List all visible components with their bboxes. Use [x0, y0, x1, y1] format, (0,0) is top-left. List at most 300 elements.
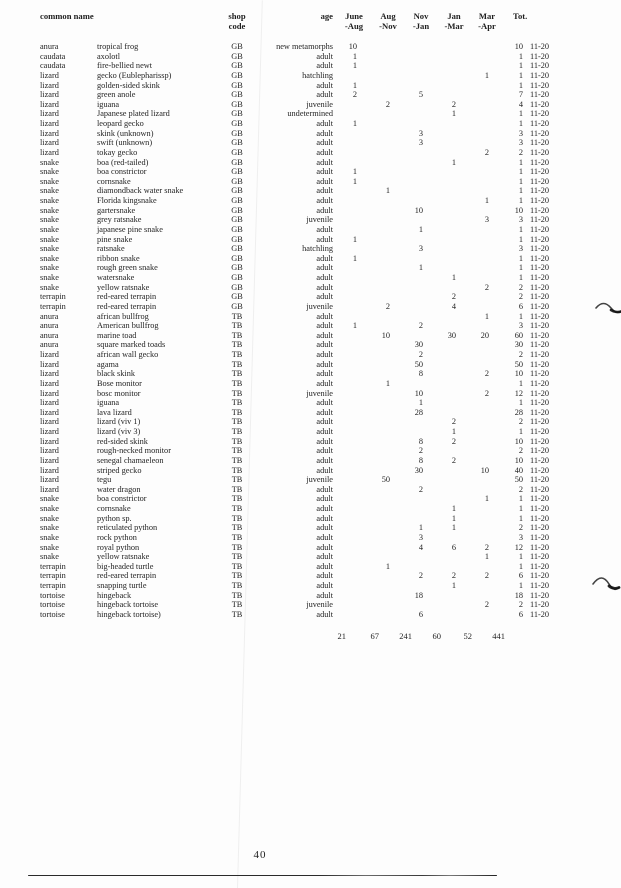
cell-age: adult [316, 128, 333, 138]
cell-common-name: boa constrictor [97, 494, 147, 504]
table-row [0, 543, 621, 553]
cell-june-aug: 1 [352, 61, 357, 71]
cell-age: juvenile [306, 301, 333, 311]
cell-common-name: leopard gecko [97, 119, 144, 128]
cell-mar-apr: 1 [484, 196, 489, 205]
cell-frequency: 11-20 [530, 359, 550, 369]
cell-june-aug: 1 [352, 119, 357, 128]
cell-group: lizard [40, 427, 59, 436]
cell-age: adult [316, 542, 333, 552]
cell-june-aug: 1 [352, 51, 357, 61]
cell-jan-mar: 2 [451, 455, 456, 465]
cell-shop-code: TB [231, 600, 243, 610]
cell-shop-code: GB [231, 42, 243, 51]
cell-frequency: 11-20 [530, 42, 550, 51]
cell-frequency: 11-20 [530, 369, 550, 379]
cell-frequency: 11-20 [530, 542, 550, 552]
cell-age: adult [316, 330, 333, 340]
cell-frequency: 11-20 [530, 205, 550, 215]
cell-frequency: 11-20 [530, 330, 550, 340]
cell-jan-mar: 4 [451, 301, 456, 311]
table-row [0, 52, 621, 62]
cell-nov-jan: 1 [418, 263, 423, 273]
cell-frequency: 11-20 [530, 186, 550, 196]
cell-frequency: 11-20 [530, 253, 550, 263]
cell-total: 10 [514, 369, 523, 379]
table-row [0, 533, 621, 543]
table-row [0, 581, 621, 591]
cell-nov-jan: 3 [418, 532, 423, 542]
cell-jan-mar: 1 [451, 273, 456, 282]
cell-group: lizard [40, 109, 59, 119]
cell-group: anura [40, 321, 59, 331]
cell-nov-jan: 1 [418, 224, 423, 234]
table-row [0, 42, 621, 52]
cell-age: adult [316, 532, 333, 542]
cell-shop-code: GB [231, 157, 243, 167]
cell-frequency: 11-20 [530, 138, 550, 148]
cell-frequency: 11-20 [530, 234, 550, 244]
cell-group: snake [40, 253, 59, 263]
cell-total: 1 [518, 398, 523, 408]
column-header-aug: Aug [380, 11, 396, 21]
cell-total: 2 [518, 417, 523, 427]
cell-age: adult [316, 609, 333, 619]
cell-frequency: 11-20 [530, 465, 550, 475]
cell-age: adult [316, 590, 333, 600]
cell-age: adult [316, 311, 333, 321]
cell-group: terrapin [40, 561, 66, 571]
cell-frequency: 11-20 [530, 398, 550, 408]
cell-common-name: senegal chamaeleon [97, 455, 164, 465]
cell-frequency: 11-20 [530, 109, 550, 119]
cell-total: 1 [518, 311, 523, 321]
cell-shop-code: GB [231, 301, 243, 311]
cell-aug-nov: 10 [381, 330, 390, 340]
table-rows [0, 42, 621, 620]
table-row [0, 437, 621, 447]
cell-common-name: rock python [97, 532, 137, 542]
handwritten-tick-mark-icon [591, 572, 621, 596]
table-row [0, 177, 621, 187]
cell-june-aug: 2 [352, 90, 357, 100]
cell-group: terrapin [40, 581, 66, 590]
cell-group: terrapin [40, 301, 66, 311]
cell-group: caudata [40, 51, 66, 61]
table-row [0, 129, 621, 139]
cell-frequency: 11-20 [530, 378, 550, 388]
column-header-aug-nov: -Nov [379, 20, 397, 31]
cell-age: adult [316, 504, 333, 513]
cell-shop-code: TB [231, 542, 243, 552]
cell-group: snake [40, 186, 59, 196]
cell-june-aug: 10 [348, 42, 357, 51]
cell-frequency: 11-20 [530, 581, 550, 590]
cell-group: lizard [40, 484, 59, 494]
cell-shop-code: GB [231, 186, 243, 196]
cell-common-name: hingeback [97, 590, 132, 600]
table-row [0, 504, 621, 514]
cell-frequency: 11-20 [530, 513, 550, 523]
cell-total: 1 [518, 80, 523, 90]
cell-june-aug: 1 [352, 80, 357, 90]
cell-nov-jan: 2 [418, 571, 423, 581]
cell-group: anura [40, 311, 59, 321]
cell-frequency: 11-20 [530, 128, 550, 138]
cell-frequency: 11-20 [530, 282, 550, 292]
cell-total: 1 [518, 167, 523, 177]
cell-shop-code: TB [231, 484, 243, 494]
cell-aug-nov: 2 [385, 99, 390, 109]
cell-shop-code: TB [231, 311, 243, 321]
cell-common-name: fire-bellied newt [97, 61, 153, 71]
cell-shop-code: GB [231, 215, 243, 225]
cell-shop-code: GB [231, 99, 243, 109]
cell-group: lizard [40, 350, 59, 359]
cell-jan-mar: 2 [451, 292, 456, 302]
cell-group: lizard [40, 436, 59, 446]
table-row [0, 138, 621, 148]
cell-shop-code: GB [231, 273, 243, 282]
cell-frequency: 11-20 [530, 388, 550, 398]
cell-nov-jan: 2 [418, 446, 423, 456]
cell-mar-apr: 1 [484, 311, 489, 321]
cell-group: lizard [40, 128, 59, 138]
cell-total: 1 [518, 109, 523, 119]
cell-age: adult [316, 369, 333, 379]
cell-common-name: tegu [97, 475, 112, 485]
table-row [0, 408, 621, 418]
column-header-code: code [228, 20, 246, 31]
cell-shop-code: TB [231, 321, 243, 331]
table-row [0, 475, 621, 485]
cell-common-name: japanese pine snake [97, 224, 163, 234]
cell-jan-mar: 6 [451, 542, 456, 552]
table-row [0, 321, 621, 331]
cell-nov-jan: 2 [418, 350, 423, 359]
cell-age: adult [316, 224, 333, 234]
cell-group: snake [40, 176, 59, 186]
cell-aug-nov: 1 [385, 186, 390, 196]
table-row [0, 591, 621, 601]
table-row [0, 244, 621, 254]
table-row [0, 71, 621, 81]
cell-shop-code: TB [231, 340, 243, 350]
cell-mar-apr: 2 [484, 369, 489, 379]
cell-mar-apr: 2 [484, 571, 489, 581]
cell-age: juvenile [306, 99, 333, 109]
cell-mar-apr: 20 [480, 330, 489, 340]
cell-aug-nov: 2 [385, 301, 390, 311]
table-row [0, 225, 621, 235]
column-header-jan-mar: -Mar [444, 20, 464, 31]
cell-total: 2 [518, 350, 523, 359]
cell-jan-mar: 30 [447, 330, 456, 340]
cell-age: new metamorphs [276, 42, 333, 51]
table-row [0, 196, 621, 206]
cell-common-name: iguana [97, 99, 120, 109]
cell-frequency: 11-20 [530, 119, 550, 128]
cell-age: adult [316, 523, 333, 533]
cell-group: snake [40, 504, 59, 513]
cell-frequency: 11-20 [530, 350, 550, 359]
cell-common-name: reticulated python [97, 523, 158, 533]
table-row [0, 571, 621, 581]
cell-frequency: 11-20 [530, 484, 550, 494]
cell-frequency: 11-20 [530, 273, 550, 282]
cell-group: lizard [40, 119, 59, 128]
cell-nov-jan: 3 [418, 244, 423, 254]
cell-age: adult [316, 494, 333, 504]
cell-age: adult [316, 138, 333, 148]
page-number: 40 [253, 849, 267, 861]
cell-age: adult [316, 147, 333, 157]
cell-shop-code: TB [231, 436, 243, 446]
cell-common-name: lava lizard [97, 407, 132, 417]
cell-frequency: 11-20 [530, 561, 550, 571]
cell-group: lizard [40, 465, 59, 475]
cell-group: anura [40, 340, 59, 350]
cell-age: adult [316, 119, 333, 128]
cell-total: 1 [518, 186, 523, 196]
table-row [0, 331, 621, 341]
cell-frequency: 11-20 [530, 475, 550, 485]
cell-common-name: striped gecko [97, 465, 142, 475]
table-row [0, 340, 621, 350]
table-row [0, 119, 621, 129]
cell-jan-mar: 2 [451, 571, 456, 581]
table-row [0, 158, 621, 168]
cell-frequency: 11-20 [530, 167, 550, 177]
cell-jan-mar: 1 [451, 504, 456, 513]
cell-common-name: cornsnake [97, 176, 131, 186]
table-row [0, 466, 621, 476]
cell-group: lizard [40, 70, 59, 80]
cell-total: 1 [518, 61, 523, 71]
cell-total: 1 [518, 253, 523, 263]
cell-age: adult [316, 80, 333, 90]
totals-row [0, 631, 621, 643]
cell-nov-jan: 30 [414, 340, 423, 350]
cell-nov-jan: 8 [418, 436, 423, 446]
cell-age: adult [316, 407, 333, 417]
cell-nov-jan: 8 [418, 369, 423, 379]
cell-june-aug: 1 [352, 234, 357, 244]
cell-frequency: 11-20 [530, 600, 550, 610]
cell-nov-jan: 2 [418, 321, 423, 331]
cell-total: 1 [518, 224, 523, 234]
cell-age: hatchling [302, 70, 333, 80]
cell-group: lizard [40, 446, 59, 456]
table-row [0, 446, 621, 456]
cell-frequency: 11-20 [530, 590, 550, 600]
cell-age: adult [316, 292, 333, 302]
cell-group: lizard [40, 475, 59, 485]
cell-frequency: 11-20 [530, 311, 550, 321]
table-row [0, 562, 621, 572]
cell-shop-code: GB [231, 196, 243, 205]
cell-mar-apr: 2 [484, 542, 489, 552]
table-row [0, 90, 621, 100]
cell-age: adult [316, 436, 333, 446]
cell-total: 60 [514, 330, 523, 340]
column-header-june: June [345, 11, 363, 21]
grand-total: 441 [492, 631, 505, 641]
cell-shop-code: TB [231, 427, 243, 436]
cell-total: 12 [514, 542, 523, 552]
table-row [0, 398, 621, 408]
cell-total: 1 [518, 176, 523, 186]
cell-group: caudata [40, 61, 66, 71]
cell-total: 1 [518, 504, 523, 513]
cell-nov-jan: 5 [418, 90, 423, 100]
cell-shop-code: GB [231, 119, 243, 128]
cell-jan-mar: 1 [451, 157, 456, 167]
cell-shop-code: TB [231, 532, 243, 542]
cell-jan-mar: 1 [451, 427, 456, 436]
cell-age: adult [316, 455, 333, 465]
cell-total: 1 [518, 119, 523, 128]
table-row [0, 494, 621, 504]
cell-common-name: iguana [97, 398, 120, 408]
cell-group: snake [40, 263, 59, 273]
cell-group: lizard [40, 455, 59, 465]
table-row [0, 148, 621, 158]
cell-common-name: bosc monitor [97, 388, 141, 398]
cell-group: snake [40, 282, 59, 292]
cell-total: 2 [518, 147, 523, 157]
cell-group: snake [40, 157, 59, 167]
cell-shop-code: TB [231, 504, 243, 513]
cell-common-name: watersnake [97, 273, 135, 282]
cell-frequency: 11-20 [530, 523, 550, 533]
cell-group: lizard [40, 90, 59, 100]
table-row [0, 523, 621, 533]
cell-shop-code: GB [231, 282, 243, 292]
cell-frequency: 11-20 [530, 417, 550, 427]
cell-nov-jan: 4 [418, 542, 423, 552]
cell-shop-code: TB [231, 417, 243, 427]
cell-frequency: 11-20 [530, 340, 550, 350]
cell-age: juvenile [306, 215, 333, 225]
cell-nov-jan: 1 [418, 398, 423, 408]
cell-total: 10 [514, 205, 523, 215]
column-header-nov-jan: -Jan [412, 20, 430, 31]
cell-total: 1 [518, 196, 523, 205]
cell-common-name: african bullfrog [97, 311, 149, 321]
cell-frequency: 11-20 [530, 224, 550, 234]
cell-common-name: hingeback tortoise) [97, 609, 161, 619]
cell-group: tortoise [40, 600, 65, 610]
cell-frequency: 11-20 [530, 301, 550, 311]
cell-common-name: swift (unknown) [97, 138, 153, 148]
cell-age: adult [316, 253, 333, 263]
cell-mar-apr: 1 [484, 70, 489, 80]
cell-shop-code: TB [231, 494, 243, 504]
cell-jan-mar: 1 [451, 523, 456, 533]
total-nov-jan: 241 [399, 631, 412, 641]
cell-shop-code: TB [231, 465, 243, 475]
cell-mar-apr: 1 [484, 552, 489, 562]
cell-total: 1 [518, 378, 523, 388]
table-row [0, 552, 621, 562]
cell-total: 3 [518, 128, 523, 138]
cell-frequency: 11-20 [530, 90, 550, 100]
cell-frequency: 11-20 [530, 321, 550, 331]
cell-common-name: grey ratsnake [97, 215, 142, 225]
cell-frequency: 11-20 [530, 504, 550, 513]
cell-common-name: big-headed turtle [97, 561, 154, 571]
cell-common-name: ribbon snake [97, 253, 140, 263]
table-row [0, 292, 621, 302]
table-row [0, 360, 621, 370]
cell-shop-code: GB [231, 109, 243, 119]
cell-shop-code: TB [231, 407, 243, 417]
column-header-common-name: common name [40, 11, 94, 21]
cell-frequency: 11-20 [530, 292, 550, 302]
column-header-mar-apr: -Apr [478, 20, 496, 31]
cell-common-name: Florida kingsnake [97, 196, 157, 205]
column-header-mar: Mar [478, 11, 496, 21]
cell-nov-jan: 3 [418, 128, 423, 138]
table-row [0, 61, 621, 71]
cell-total: 1 [518, 494, 523, 504]
cell-total: 2 [518, 600, 523, 610]
total-aug-nov: 67 [370, 631, 379, 641]
cell-shop-code: TB [231, 475, 243, 485]
cell-group: lizard [40, 138, 59, 148]
cell-frequency: 11-20 [530, 494, 550, 504]
cell-total: 3 [518, 215, 523, 225]
cell-frequency: 11-20 [530, 455, 550, 465]
table-row [0, 485, 621, 495]
cell-age: adult [316, 61, 333, 71]
cell-age: adult [316, 263, 333, 273]
cell-age: adult [316, 176, 333, 186]
cell-group: lizard [40, 369, 59, 379]
cell-age: juvenile [306, 388, 333, 398]
cell-frequency: 11-20 [530, 215, 550, 225]
cell-group: terrapin [40, 571, 66, 581]
cell-common-name: square marked toads [97, 340, 166, 350]
cell-common-name: boa constrictor [97, 167, 147, 177]
cell-total: 28 [514, 407, 523, 417]
cell-common-name: yellow ratsnake [97, 282, 150, 292]
cell-shop-code: GB [231, 244, 243, 254]
column-header-june-aug: -Aug [344, 20, 364, 31]
cell-group: lizard [40, 99, 59, 109]
cell-total: 3 [518, 532, 523, 542]
table-row [0, 369, 621, 379]
cell-common-name: skink (unknown) [97, 128, 154, 138]
cell-shop-code: GB [231, 176, 243, 186]
cell-group: snake [40, 224, 59, 234]
cell-age: juvenile [306, 475, 333, 485]
cell-shop-code: TB [231, 369, 243, 379]
cell-total: 1 [518, 552, 523, 562]
cell-common-name: royal python [97, 542, 140, 552]
cell-frequency: 11-20 [530, 532, 550, 542]
cell-jan-mar: 1 [451, 109, 456, 119]
cell-total: 3 [518, 138, 523, 148]
cell-total: 6 [518, 571, 523, 581]
cell-common-name: American bullfrog [97, 321, 159, 331]
cell-common-name: rough-necked monitor [97, 446, 171, 456]
cell-shop-code: GB [231, 167, 243, 177]
cell-total: 3 [518, 244, 523, 254]
cell-aug-nov: 50 [381, 475, 390, 485]
cell-shop-code: GB [231, 128, 243, 138]
